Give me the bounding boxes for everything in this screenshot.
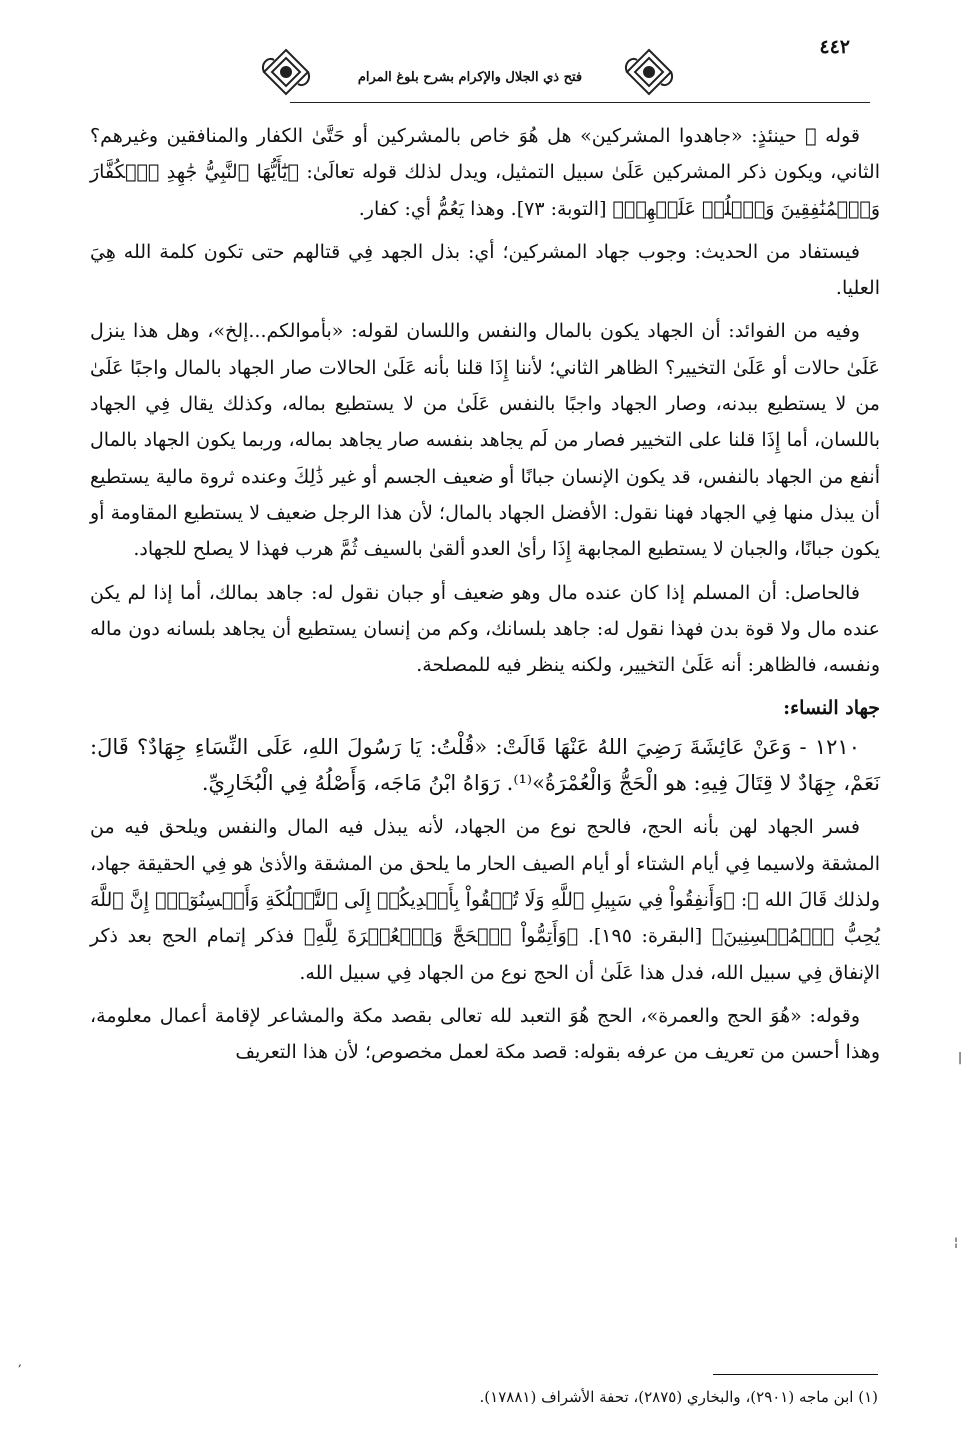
margin-mark: |: [958, 1050, 963, 1064]
footnote-rule: [713, 1374, 878, 1375]
running-header: [230, 36, 880, 110]
body-paragraph: فيستفاد من الحديث: وجوب جهاد المشركين؛ أي: بذل الجهد فِي قتالهم حتى تكون كلمة الله هِيَ العليا.: [90, 240, 880, 300]
header-rule: [290, 102, 870, 103]
body-paragraph: وفيه من الفوائد: أن الجهاد يكون بالمال والنفس واللسان لقوله: «بأموالكم...إلخ»، وهل هذا ينزل عَلَىٰ حالات أو عَلَىٰ التخيير؟ الظاهر الثاني؛ لأننا إِذَا قلنا بأنه عَلَىٰ الحالات صار الجهاد بالمال واجبًا عَلَىٰ من لا يستطيع ببدنه، وصار الجهاد واجبًا بالنفس عَلَىٰ من لا يستطيع بماله، وكذلك يقال فِي الجهاد باللسان، أما إِذَا قلنا على التخيير فصار من لَم يجاهد بنفسه صار يجاهد بماله، وربما يكون الجهاد بالمال أنفع من الجهاد بالنفس، قد يكون الإنسان جبانًا أو ضعيف الجسم أو غير ذَٰلِكَ وعنده ثروة مالية يستطيع أن يبذل منها فِي الجهاد فهنا نقول: الأفضل الجهاد بالمال؛ لأن هذا الرجل ضعيف لا يستطيع المقاومة أو يكون جبانًا، والجبان لا يستطيع المجابهة إِذَا رأىٰ العدو ألقىٰ بالسيف ثُمَّ هرب فهذا لا يصلح للجهاد.: [90, 320, 880, 561]
body-paragraph: وقوله: «هُوَ الحج والعمرة»، الحج هُوَ التعبد لله تعالى بقصد مكة والمشاعر لإقامة أعمال معلومة، وهذا أحسن من تعريف من عرفه بقوله: قصد مكة لعمل مخصوص؛ لأن هذا التعريف: [90, 1004, 880, 1064]
body-paragraph: قوله ﷺ حينئذٍ: «جاهدوا المشركين» هل هُوَ خاص بالمشركين أو حَتَّىٰ الكفار والمنافقين وغيرهم؟ الثاني، ويكون ذكر المشركين عَلَىٰ سبيل التمثيل، ويدل لذلك قوله تعالَىٰ: ﴿يَٰٓأَيُّهَا ٱلنَّبِيُّ جَٰهِدِ ٱلۡكُفَّارَ وَٱلۡمُنَٰفِقِينَ وَٱغۡلُظۡ عَلَيۡهِمۡ﴾ [التوبة: ٧٣]. وهذا يَعُمُّ أي: كفار.: [90, 125, 880, 220]
page-number: ٤٤٢: [819, 36, 850, 58]
margin-mark: ,: [18, 1355, 22, 1369]
section-heading: جهاد النساء:: [783, 697, 880, 720]
page-body: [90, 118, 880, 1070]
body-paragraph: فالحاصل: أن المسلم إذا كان عنده مال وهو ضعيف أو جبان نقول له: جاهد بمالك، أما إذا لم يكن عنده مال ولا قوة بدن فهذا نقول له: جاهد بلسانك، وكم من إنسان يستطيع أن يجاهد بلسانه دون ماله ونفسه، فالظاهر: أنه عَلَىٰ التخيير، ولكنه ينظر فيه للمصلحة.: [90, 581, 880, 677]
ornament-icon: [260, 46, 312, 98]
book-title: فتح ذي الجلال والإكرام بشرح بلوغ المرام: [357, 70, 583, 85]
footnote: (١) ابن ماجه (٢٩٠١)، والبخاري (٢٨٧٥)، تحفة الأشراف (١٧٨٨١).: [479, 1388, 878, 1406]
body-paragraph: فسر الجهاد لهن بأنه الحج، فالحج نوع من الجهاد، لأنه يبذل فيه المال والنفس ويلحق فيه من المشقة ولاسيما فِي أيام الشتاء أو أيام الصيف الحار ما يلحق من المشقة والأذىٰ هو فِي الحقيقة جهاد، ولذلك قَالَ الله ﷻ: ﴿وَأَنفِقُواْ فِي سَبِيلِ ٱللَّهِ وَلَا تُلۡقُواْ بِأَيۡدِيكُمۡ إِلَى ٱلتَّهۡلُكَةِ وَأَحۡسِنُوٓاْۚ إِنَّ ٱللَّهَ يُحِبُّ ٱلۡمُحۡسِنِينَ﴾ [البقرة: ١٩٥]. ﴿وَأَتِمُّواْ ٱلۡحَجَّ وَٱلۡعُمۡرَةَ لِلَّهِ﴾ فذكر إتمام الحج بعد ذكر الإنفاق فِي سبيل الله، فدل هذا عَلَىٰ أن الحج نوع من الجهاد فِي سبيل الله.: [90, 816, 880, 984]
ornament-icon: [623, 46, 675, 98]
margin-mark: ¦: [954, 1235, 959, 1249]
hadith-text: ١٢١٠ - وَعَنْ عَائِشَةَ رَضِيَ اللهُ عَنْهَا قَالَتْ: «قُلْتُ: يَا رَسُولَ اللهِ، عَلَى النِّسَاءِ جِهَادٌ؟ قَالَ: نَعَمْ، جِهَادٌ لا قِتَالَ فِيهِ: هو الْحَجُّ وَالْعُمْرَةُ»⁽¹⁾. رَوَاهُ ابْنُ مَاجَه، وَأَصْلُهُ فِي الْبُخَارِيِّ.: [90, 734, 880, 796]
